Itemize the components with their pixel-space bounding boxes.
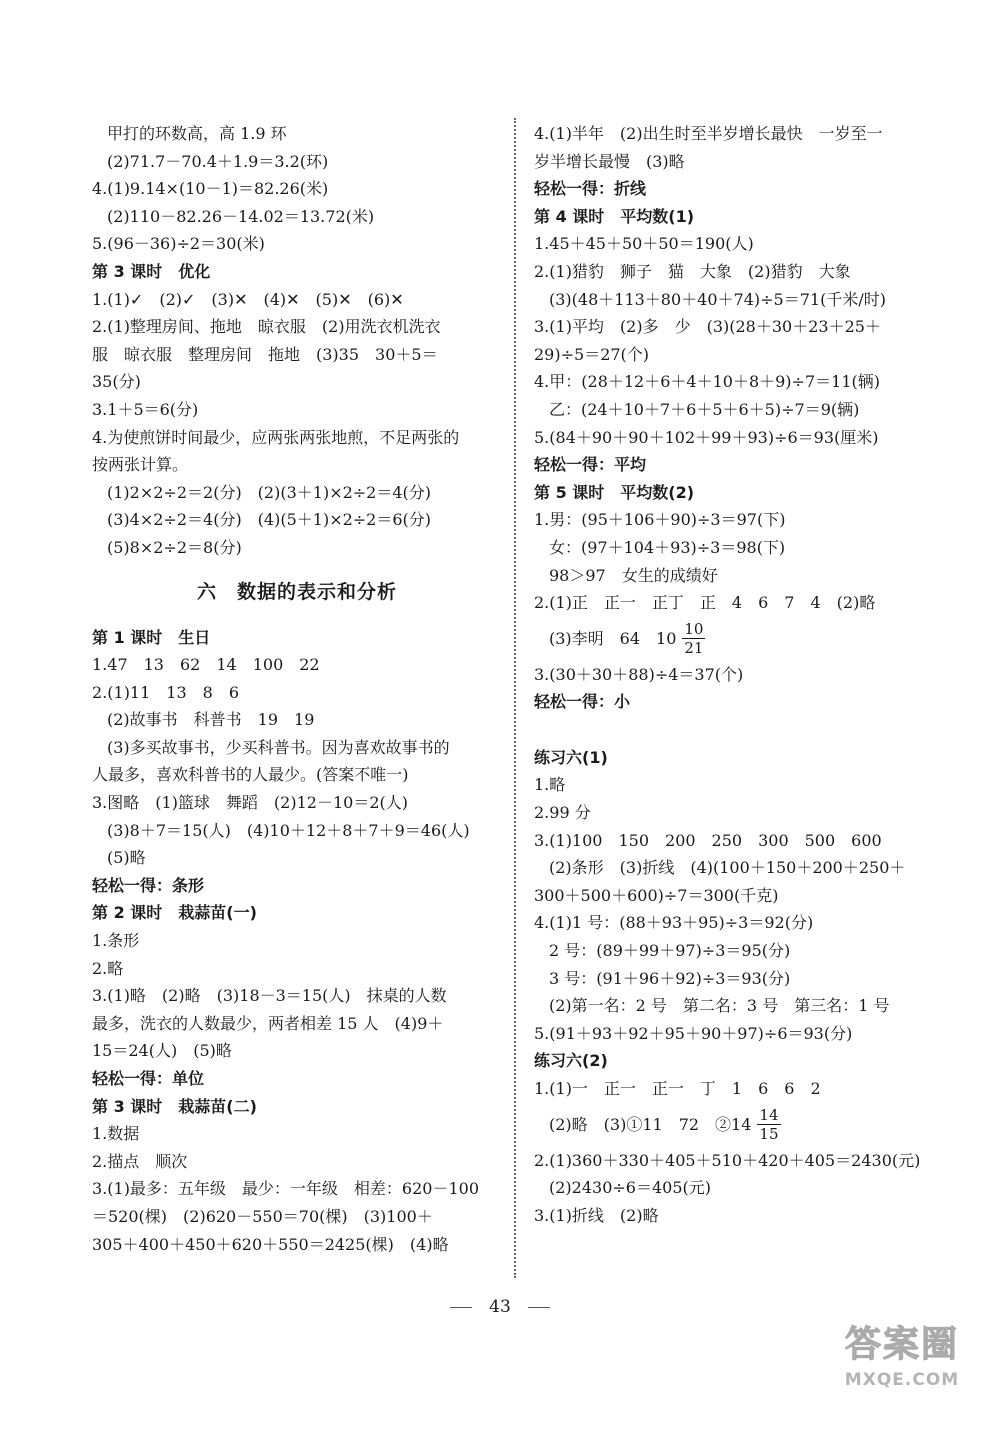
answer-line: 3.(1)平均 (2)多 少 (3)(28＋30＋23＋25＋ (534, 317, 881, 337)
right-column (534, 120, 944, 1229)
answer-line: 2.(1)整理房间、拖地 晾衣服 (2)用洗衣机洗衣 (92, 317, 441, 337)
answer-line: 3.(30＋30＋88)÷4＝37(个) (534, 664, 744, 684)
fraction-1-denominator: 21 (684, 639, 704, 658)
right-block-2 (534, 661, 944, 716)
answer-line: 1.条形 (92, 931, 140, 951)
answer-line: 2.(1)360＋330＋405＋510＋420＋405＝2430(元) (534, 1150, 921, 1170)
watermark-site-text: MXQE.COM (844, 1370, 960, 1390)
right-block-1 (534, 120, 944, 617)
answer-line: 15＝24(人) (5)略 (92, 1041, 232, 1061)
heading-line: 第 3 课时 优化 (92, 261, 211, 281)
answer-line: (2)条形 (3)折线 (4)(100＋150＋200＋250＋ (549, 858, 906, 878)
heading-line: 第 5 课时 平均数(2) (534, 482, 695, 502)
answer-line: 5.(91＋93＋92＋95＋90＋97)÷6＝93(分) (534, 1023, 853, 1043)
heading-line: 练习六(2) (534, 1051, 608, 1071)
answer-line: ＝520(棵) (2)620－550＝70(棵) (3)100＋ (92, 1206, 433, 1226)
answer-line: (2)2430÷6＝405(元) (549, 1178, 711, 1198)
answer-line: 1.45＋45＋50＋50＝190(人) (534, 234, 754, 254)
answer-line: 乙：(24＋10＋7＋6＋5＋6＋5)÷7＝9(辆) (549, 399, 860, 419)
fraction-2-numerator: 14 (759, 1106, 779, 1125)
answer-line: 1.(1)一 正一 正一 丁 1 6 6 2 (534, 1079, 821, 1098)
heading-line: 轻松一得：平均 (534, 455, 647, 475)
footer-dash-left (450, 1307, 472, 1308)
column-divider (514, 118, 516, 1278)
answer-line: 2.(1)猎豹 狮子 猫 大象 (2)猎豹 大象 (534, 261, 851, 281)
watermark-logo-text: 答案圈 (844, 1324, 959, 1365)
left-block-1 (92, 120, 502, 562)
fraction-line-2 (534, 1103, 944, 1147)
answer-line: (3)(48＋113＋80＋40＋74)÷5＝71(千米/时) (549, 289, 886, 309)
answer-line: 3.(1)略 (2)略 (3)18－3＝15(人) 抹桌的人数 (92, 986, 447, 1006)
answer-line: 2.略 (92, 958, 124, 978)
answer-line: 甲打的环数高，高 1.9 环 (107, 124, 287, 143)
heading-line: 轻松一得：条形 (92, 875, 205, 895)
answer-line: 1.47 13 62 14 100 22 (92, 655, 320, 675)
heading-line: 第 4 课时 平均数(1) (534, 206, 695, 226)
answer-line: 305＋400＋450＋620＋550＝2425(棵) (4)略 (92, 1234, 449, 1254)
right-block-4 (534, 1147, 944, 1230)
heading-line: 第 2 课时 栽蒜苗(一) (92, 903, 257, 923)
answer-line: 女：(97＋104＋93)÷3＝98(下) (549, 537, 786, 557)
heading-line: 第 1 课时 生日 (92, 627, 211, 647)
answer-line: 29)÷5＝27(个) (534, 344, 650, 364)
answer-line: 3.(1)折线 (2)略 (534, 1205, 659, 1225)
spacer (534, 716, 944, 744)
answer-line: (5)略 (107, 848, 146, 868)
answer-line: 98＞97 女生的成绩好 (549, 565, 718, 585)
answer-line: (2)71.7－70.4＋1.9＝3.2(环) (107, 151, 329, 171)
heading-line: 轻松一得：折线 (534, 179, 647, 199)
fraction-line-1 (534, 617, 944, 661)
answer-line: 2.(1)正 正一 正丁 正 4 6 7 4 (2)略 (534, 593, 876, 613)
heading-line: 轻松一得：小 (534, 692, 631, 712)
page-footer (0, 1297, 1000, 1317)
right-block-3 (534, 744, 944, 1103)
answer-line: 按两张计算。 (92, 455, 189, 475)
answer-line: 3.(1)100 150 200 250 300 500 600 (534, 830, 882, 850)
watermark-logo (822, 1320, 982, 1410)
answer-line: 3.图略 (1)篮球 舞蹈 (2)12－10＝2(人) (92, 793, 408, 813)
answer-line: 5.(84＋90＋90＋102＋99＋93)÷6＝93(厘米) (534, 427, 879, 447)
answer-line: 4.(1)1 号：(88＋93＋95)÷3＝92(分) (534, 913, 814, 933)
answer-line: 人最多，喜欢科普书的人最少。(答案不唯一) (92, 765, 409, 785)
answer-line: (2)第一名：2 号 第二名：3 号 第三名：1 号 (549, 996, 890, 1016)
answer-line: (3)8＋7＝15(人) (4)10＋12＋8＋7＋9＝46(人) (107, 820, 470, 840)
section-title: 六 数据的表示和分析 (196, 580, 397, 603)
heading-line: 第 3 课时 栽蒜苗(二) (92, 1096, 257, 1116)
heading-line: 轻松一得：单位 (92, 1069, 205, 1088)
answer-line: 300＋500＋600)÷7＝300(千克) (534, 885, 779, 905)
answer-line: 2.(1)11 13 8 6 (92, 682, 240, 702)
answer-line: 3.(1)最多：五年级 最少：一年级 相差：620－100 (92, 1179, 480, 1199)
answer-line: (3)多买故事书，少买科普书。因为喜欢故事书的 (107, 737, 450, 757)
answer-line: 服 晾衣服 整理房间 拖地 (3)35 30＋5＝ (92, 344, 438, 364)
answer-line: 1.略 (534, 775, 566, 795)
fraction-line-2-text: (2)略 (3)①11 72 ②14 (549, 1114, 752, 1134)
answer-line: 岁半增长最慢 (3)略 (534, 151, 685, 171)
answer-line: 4.(1)9.14×(10－1)＝82.26(米) (92, 179, 329, 199)
answer-line: 1.数据 (92, 1124, 140, 1144)
footer-dash-right (528, 1307, 550, 1308)
answer-line: 3.1＋5＝6(分) (92, 399, 199, 419)
answer-line: 35(分) (92, 372, 141, 392)
answer-line: 2.描点 顺次 (92, 1151, 188, 1171)
answer-line: 5.(96－36)÷2＝30(米) (92, 234, 265, 254)
fraction-1-numerator: 10 (684, 620, 704, 639)
answer-line: (1)2×2÷2＝2(分) (2)(3＋1)×2÷2＝4(分) (107, 482, 432, 502)
fraction-1 (682, 620, 705, 657)
answer-line: (2)故事书 科普书 19 19 (107, 710, 315, 730)
answer-line: 3 号：(91＋96＋92)÷3＝93(分) (549, 968, 791, 988)
answer-line: (5)8×2÷2＝8(分) (107, 537, 242, 557)
answer-line: (3)4×2÷2＝4(分) (4)(5＋1)×2÷2＝6(分) (107, 510, 432, 530)
page-number: 43 (489, 1297, 511, 1317)
answer-line: 1.(1)✓ (2)✓ (3)✕ (4)✕ (5)✕ (6)✕ (92, 289, 404, 309)
answer-line: 1.男：(95＋106＋90)÷3＝97(下) (534, 510, 786, 530)
answer-line: 最多，洗衣的人数最少，两者相差 15 人 (4)9＋ (92, 1013, 444, 1033)
left-block-2 (92, 624, 502, 1259)
heading-line: 练习六(1) (534, 747, 608, 767)
answer-line: 4.(1)半年 (2)出生时至半岁增长最快 一岁至一 (534, 124, 883, 143)
answer-line: 2.99 分 (534, 803, 591, 823)
fraction-line-1-text: (3)李明 64 10 (549, 628, 677, 648)
answer-line: 4.甲：(28＋12＋6＋4＋10＋8＋9)÷7＝11(辆) (534, 372, 880, 392)
fraction-2 (757, 1106, 780, 1143)
answer-line: 2 号：(89＋99＋97)÷3＝95(分) (549, 941, 791, 961)
fraction-2-denominator: 15 (759, 1125, 779, 1144)
answer-line: 4.为使煎饼时间最少，应两张两张地煎，不足两张的 (92, 427, 460, 447)
left-column (92, 120, 502, 1258)
answer-line: (2)110－82.26－14.02＝13.72(米) (107, 206, 375, 226)
